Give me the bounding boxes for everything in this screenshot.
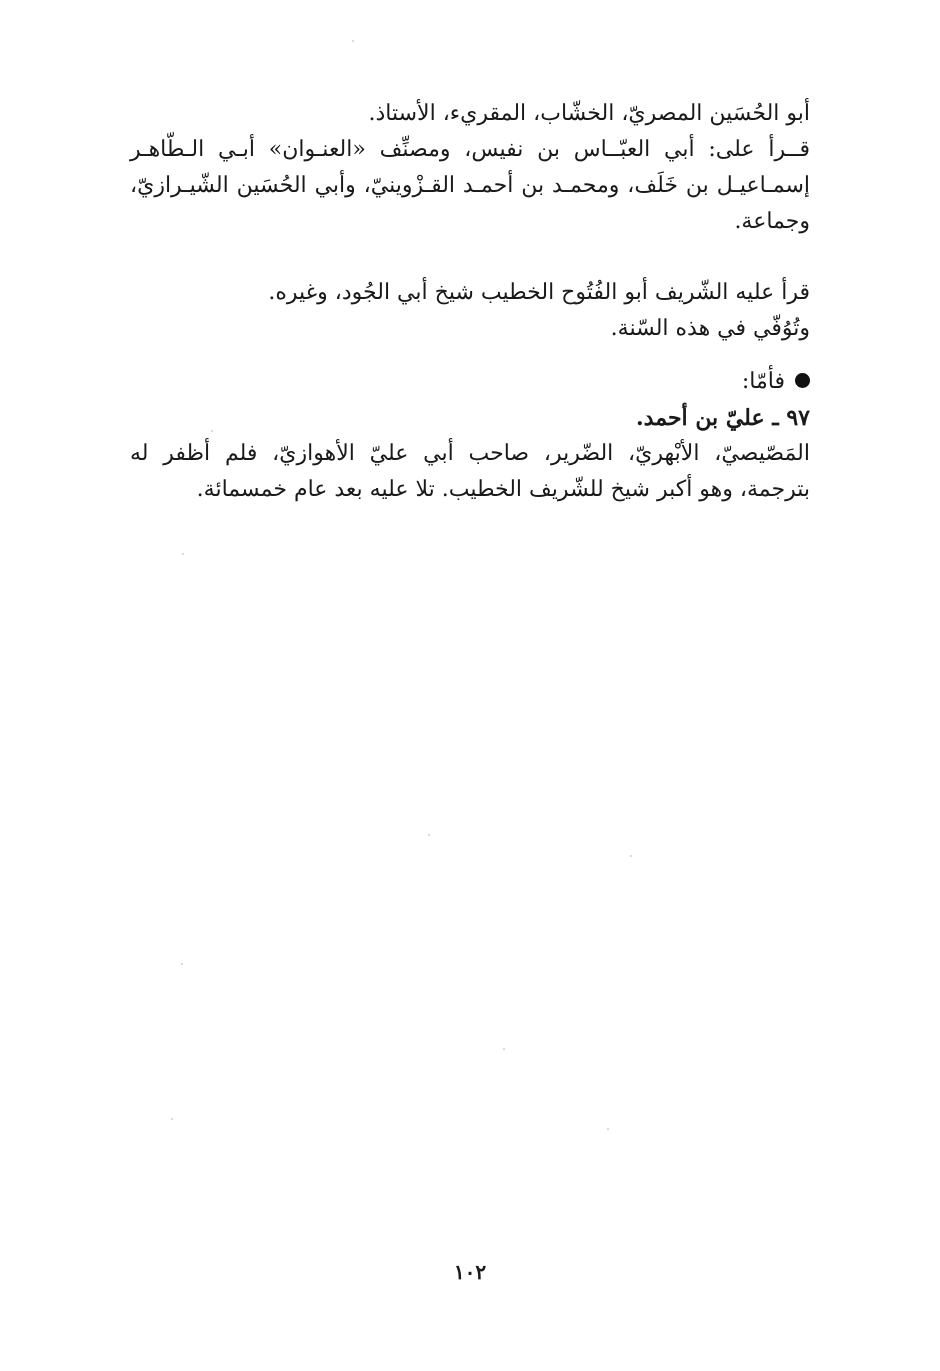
text-line: وجماعة.	[734, 209, 810, 234]
scan-speck	[171, 1118, 173, 1120]
bullet-icon	[795, 373, 810, 388]
text-line: قرأ عليه الشّريف أبو الفُتُوح الخطيب شيخ أبي الجُود، وغيره.	[268, 280, 810, 305]
scan-speck	[607, 1128, 609, 1130]
scan-speck	[352, 40, 354, 42]
entry-heading: ٩٧ ـ عليّ بن أحمد.	[636, 405, 810, 431]
paragraph-entry-97	[130, 364, 810, 508]
paragraph-students	[250, 275, 810, 347]
paragraph-biography-continued	[130, 96, 810, 240]
text-line: بترجمة، وهو أكبر شيخ للشّريف الخطيب. تلا عليه بعد عام خمسمائة.	[196, 477, 810, 502]
text-line: أبو الحُسَين المصريّ، الخشّاب، المقريء، الأستاذ.	[368, 101, 810, 126]
scan-speck	[503, 1048, 505, 1050]
scan-speck	[182, 553, 184, 555]
text-line: إسمـاعيـل بن خَلَف، ومحمـد بن أحمـد القـزْوينيّ، وأبي الحُسَين الشّيـرازيّ،	[130, 173, 810, 198]
page-number: ١٠٢	[453, 1260, 487, 1284]
scan-speck	[630, 855, 632, 857]
bullet-text: فأمّا:	[741, 369, 785, 394]
scan-speck	[181, 963, 183, 965]
bullet-line	[130, 364, 810, 400]
scan-speck	[428, 834, 430, 836]
text-line: المَصّيصيّ، الأبْهريّ، الضّرير، صاحب أبي عليّ الأهوازيّ، فلم أظفر له	[130, 441, 810, 466]
scan-speck	[211, 430, 213, 432]
text-line: قــرأ على: أبي العبّــاس بن نفيس، ومصنِّف «العنـوان» أبـي الـطّاهـر	[130, 137, 810, 162]
text-line: وتُوُفّي في هذه السّنة.	[610, 316, 810, 341]
